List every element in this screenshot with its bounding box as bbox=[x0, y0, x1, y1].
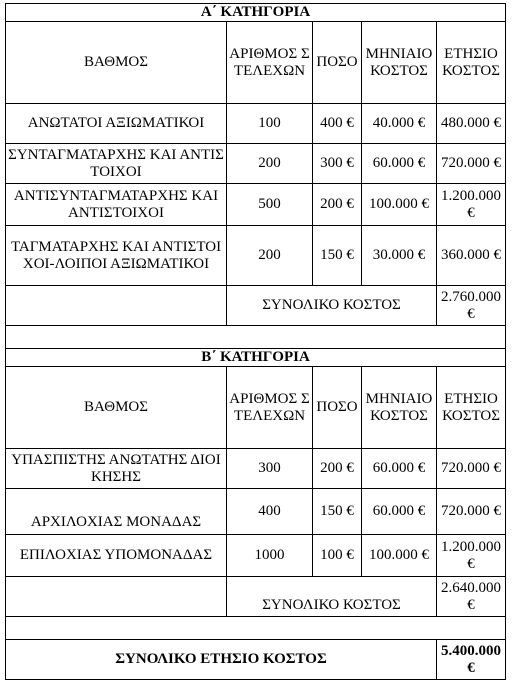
yearly-cell: 720.000 € bbox=[437, 449, 506, 489]
yearly-cell: 360.000 € bbox=[437, 226, 506, 286]
amount-cell: 300 € bbox=[313, 144, 362, 184]
table-row bbox=[6, 449, 506, 489]
header-amount: ΠΟΣΟ bbox=[313, 367, 362, 449]
category-a-total-value: 2.760.000 € bbox=[437, 286, 506, 326]
count-cell: 400 bbox=[227, 489, 313, 535]
rank-cell: ΣΥΝΤΑΓΜΑΤΑΡΧΗΣ ΚΑΙ ΑΝΤΙΣΤΟΙΧΟΙ bbox=[6, 144, 227, 184]
category-b-title: Β΄ ΚΑΤΗΓΟΡΙΑ bbox=[6, 349, 506, 367]
table-row bbox=[6, 184, 506, 226]
table-row bbox=[6, 104, 506, 144]
yearly-cell: 480.000 € bbox=[437, 104, 506, 144]
monthly-cell: 40.000 € bbox=[362, 104, 437, 144]
category-b-total-row bbox=[6, 577, 506, 617]
rank-cell: ΑΝΤΙΣΥΝΤΑΓΜΑΤΑΡΧΗΣ ΚΑΙ ΑΝΤΙΣΤΟΙΧΟΙ bbox=[6, 184, 227, 226]
yearly-cell: 720.000 € bbox=[437, 144, 506, 184]
category-a-header-row bbox=[6, 22, 506, 104]
category-b-header-row bbox=[6, 367, 506, 449]
amount-cell: 150 € bbox=[313, 226, 362, 286]
count-cell: 500 bbox=[227, 184, 313, 226]
count-cell: 300 bbox=[227, 449, 313, 489]
grand-total-row bbox=[6, 640, 506, 680]
spacer-row bbox=[6, 617, 506, 640]
table-row bbox=[6, 535, 506, 577]
amount-cell: 100 € bbox=[313, 535, 362, 577]
monthly-cell: 30.000 € bbox=[362, 226, 437, 286]
header-monthly: ΜΗΝΙΑΙΟ ΚΟΣΤΟΣ bbox=[362, 22, 437, 104]
table-row bbox=[6, 226, 506, 286]
rank-cell: ΑΝΩΤΑΤΟΙ ΑΞΙΩΜΑΤΙΚΟΙ bbox=[6, 104, 227, 144]
count-cell: 1000 bbox=[227, 535, 313, 577]
spacer-row bbox=[6, 326, 506, 349]
category-b-total-value: 2.640.000 € bbox=[437, 577, 506, 617]
yearly-cell: 1.200.000 € bbox=[437, 184, 506, 226]
rank-cell: ΥΠΑΣΠΙΣΤΗΣ ΑΝΩΤΑΤΗΣ ΔΙΟΙΚΗΣΗΣ bbox=[6, 449, 227, 489]
table-row bbox=[6, 489, 506, 535]
amount-cell: 200 € bbox=[313, 184, 362, 226]
category-a-title-row bbox=[6, 4, 506, 22]
header-yearly: ΕΤΗΣΙΟ ΚΟΣΤΟΣ bbox=[437, 367, 506, 449]
amount-cell: 400 € bbox=[313, 104, 362, 144]
rank-cell: ΑΡΧΙΛΟΧΙΑΣ ΜΟΝΑΔΑΣ bbox=[6, 489, 227, 535]
amount-cell: 150 € bbox=[313, 489, 362, 535]
yearly-cell: 1.200.000 € bbox=[437, 535, 506, 577]
header-yearly: ΕΤΗΣΙΟ ΚΟΣΤΟΣ bbox=[437, 22, 506, 104]
header-amount: ΠΟΣΟ bbox=[313, 22, 362, 104]
monthly-cell: 100.000 € bbox=[362, 184, 437, 226]
category-b-title-row bbox=[6, 349, 506, 367]
category-b-total-label: ΣΥΝΟΛΙΚΟ ΚΟΣΤΟΣ bbox=[227, 577, 437, 617]
amount-cell: 200 € bbox=[313, 449, 362, 489]
count-cell: 200 bbox=[227, 226, 313, 286]
count-cell: 100 bbox=[227, 104, 313, 144]
yearly-cell: 720.000 € bbox=[437, 489, 506, 535]
grand-total-value: 5.400.000 € bbox=[437, 640, 506, 680]
header-rank: ΒΑΘΜΟΣ bbox=[6, 22, 227, 104]
grand-total-label: ΣΥΝΟΛΙΚΟ ΕΤΗΣΙΟ ΚΟΣΤΟΣ bbox=[6, 640, 437, 680]
count-cell: 200 bbox=[227, 144, 313, 184]
category-a-total-label: ΣΥΝΟΛΙΚΟ ΚΟΣΤΟΣ bbox=[227, 286, 437, 326]
header-count: ΑΡΙΘΜΟΣ ΣΤΕΛΕΧΩΝ bbox=[227, 367, 313, 449]
header-count: ΑΡΙΘΜΟΣ ΣΤΕΛΕΧΩΝ bbox=[227, 22, 313, 104]
table-row bbox=[6, 144, 506, 184]
monthly-cell: 60.000 € bbox=[362, 449, 437, 489]
cost-table bbox=[5, 3, 506, 680]
monthly-cell: 60.000 € bbox=[362, 144, 437, 184]
category-a-title: Α΄ ΚΑΤΗΓΟΡΙΑ bbox=[6, 4, 506, 22]
rank-cell: ΤΑΓΜΑΤΑΡΧΗΣ ΚΑΙ ΑΝΤΙΣΤΟΙΧΟΙ-ΛΟΙΠΟΙ ΑΞΙΩΜΑΤΙΚΟΙ bbox=[6, 226, 227, 286]
monthly-cell: 100.000 € bbox=[362, 535, 437, 577]
header-monthly: ΜΗΝΙΑΙΟ ΚΟΣΤΟΣ bbox=[362, 367, 437, 449]
category-a-total-row bbox=[6, 286, 506, 326]
rank-cell: ΕΠΙΛΟΧΙΑΣ ΥΠΟΜΟΝΑΔΑΣ bbox=[6, 535, 227, 577]
header-rank: ΒΑΘΜΟΣ bbox=[6, 367, 227, 449]
monthly-cell: 60.000 € bbox=[362, 489, 437, 535]
